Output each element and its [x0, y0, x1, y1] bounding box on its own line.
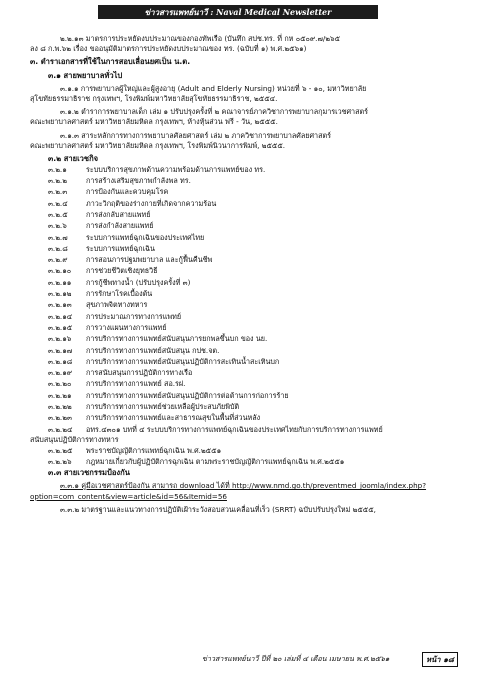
item-number: ๓.๒.๖	[48, 221, 67, 231]
item-number: ๓.๒.๑๘	[48, 356, 73, 366]
item-text: การสอนการปฐมพยาบาล และกู้ฟื้นคืนชีพ	[86, 255, 213, 265]
list-item	[30, 334, 462, 345]
list-item	[30, 209, 462, 220]
item-text: ระบบการแพทย์ฉุกเฉินของประเทศไทย	[86, 232, 205, 242]
list-item	[30, 164, 462, 175]
item-number: ๓.๒.๒๕	[48, 446, 73, 456]
list-item	[30, 457, 462, 468]
item-number: ๓.๒.๔	[48, 198, 68, 208]
item-number: ๓.๒.๑๔	[48, 311, 73, 321]
list-item	[30, 322, 462, 333]
list-item	[30, 277, 462, 288]
item-text: การสนับสนุนการปฏิบัติการทางเรือ	[86, 368, 193, 378]
item-number: ๓.๒.๑๙	[48, 368, 73, 378]
item-number: ๓.๒.๕	[48, 209, 68, 219]
item-continuation: สนับสนุนปฏิบัติการทางทหาร	[30, 435, 119, 445]
paragraph-2-2-13-line-1: ๒.๒.๑๓ มาตรการประหยัดงบประมาณของกองทัพเรือ (บันทึก สปช.ทร. ที่ กห ๐๕๐๙.๗/๒๖๕	[60, 34, 341, 43]
list-item	[30, 289, 462, 300]
download-link[interactable]: ๓.๓.๑ คู่มือเวชศาสตร์ป้องกัน สามารถ download ได้ที่ http://www.nmd.go.th/preventmed_joomla/index.php?	[60, 481, 427, 491]
item-text: การป้องกันและควบคุมโรค	[86, 187, 169, 197]
item-number: ๓.๒.๑๐	[48, 266, 72, 276]
section-3-heading: ๓. ตำราเอกสารที่ใช้ในการสอบเลื่อนยศเป็น น.ต.	[30, 57, 191, 67]
list-item	[30, 356, 462, 367]
item-number: ๓.๒.๑๖	[48, 334, 72, 344]
list-item	[30, 243, 462, 254]
item-text: การกู้ชีพทางน้ำ (ปรับปรุงครั้งที่ ๓)	[86, 277, 191, 287]
list-item	[30, 401, 462, 412]
item-number: ๓.๒.๑	[48, 164, 67, 174]
list-item	[30, 345, 462, 356]
list-item	[30, 176, 462, 187]
item-text: การรักษาโรคเบื้องต้น	[86, 289, 153, 299]
item-number: ๓.๒.๒	[48, 176, 67, 186]
item-text: การบริการทางการแพทย์และสาธารณสุขในพื้นที่ส่วนหลัง	[86, 413, 261, 423]
page-number: หน้า ๑๘	[422, 652, 458, 667]
item-number: ๓.๒.๑๒	[48, 289, 72, 299]
paragraph-3-3-2: ๓.๓.๒ มาตรฐานและแนวทางการปฏิบัติเฝ้าระวังสอบสวนเคลื่อนที่เร็ว (SRRT) ฉบับปรับปรุงใหม่ ๒๕๕๕,	[60, 504, 376, 514]
footer-issue-info: ข่าวสารแพทย์นาวี ปีที่ ๒๐ เล่มที่ ๔ เดือน เมษายน พ.ศ.๒๕๖๑	[202, 654, 390, 663]
paragraph-3-1-3-line-2: คณะพยาบาลศาสตร์ มหาวิทยาลัยมหิดล กรุงเทพฯ, โรงพิมพ์นิวนาการพิมพ์, ๒๕๕๕.	[30, 140, 286, 150]
item-text: อทร.๔๓๐๑ บทที่ ๔ ระบบบริการทางการแพทย์ฉุกเฉินของประเทศไทยกับการบริการทางการแพทย์	[86, 424, 383, 434]
paragraph-3-1-2-line-2: คณะพยาบาลศาสตร์ มหาวิทยาลัยมหิดล กรุงเทพฯ, ห้างหุ้นส่วน ฟรี - วัน, ๒๕๕๕.	[30, 117, 278, 127]
item-text: การสร้างเสริมสุขภาพกำลังพล ทร.	[86, 176, 191, 186]
item-text: การส่งกำลังสายแพทย์	[86, 221, 154, 231]
paragraph-3-1-3-line-1: ๓.๑.๓ สาระหลักการทางการพยาบาลศัลยศาสตร์ เล่ม ๒ ภาควิชาการพยาบาลศัลยศาสตร์	[60, 130, 331, 140]
item-number: ๓.๒.๑๕	[48, 322, 73, 332]
item-text: พระราชบัญญัติการแพทย์ฉุกเฉิน พ.ศ.๒๕๕๑	[86, 446, 222, 456]
item-number: ๓.๒.๒๑	[48, 390, 72, 400]
list-item	[30, 198, 462, 209]
list-item	[30, 255, 462, 266]
section-3-2-heading: ๓.๒ สายเวชกิจ	[48, 154, 99, 164]
item-text: การวางแผนทางการแพทย์	[86, 322, 167, 332]
paragraph-3-1-2-line-1: ๓.๑.๒ ตำราการพยาบาลเด็ก เล่ม ๑ ปรับปรุงครั้งที่ ๒ คณาจารย์ภาควิชาการพยาบาลกุมารเวชศาสตร์	[60, 107, 369, 117]
section-3-3-heading: ๓.๓ สายเวชกรรมป้องกัน	[48, 468, 130, 478]
item-number: ๓.๒.๒๓	[48, 413, 72, 423]
list-item	[30, 232, 462, 243]
paragraph-3-1-1-line-1: ๓.๑.๑ การพยาบาลผู้ใหญ่และผู้สูงอายุ (Adult and Elderly Nursing) หน่วยที่ ๖ - ๑๐, มหาวิทยาลัย	[60, 83, 367, 93]
item-number: ๓.๒.๑๑	[48, 277, 72, 287]
paragraph-3-1-1-line-2: สุโขทัยธรรมาธิราช กรุงเทพฯ, โรงพิมพ์มหาวิทยาลัยสุโขทัยธรรมาธิราช, ๒๕๕๔.	[30, 94, 278, 104]
item-text: การบริการทางการแพทย์สนับสนุนการยกพลขึ้นบก ของ นย.	[86, 334, 268, 344]
item-number: ๓.๒.๑๗	[48, 345, 73, 355]
list-item	[30, 266, 462, 277]
item-text: การบริการทางการแพทย์ช่วยเหลือผู้ประสบภัยพิบัติ	[86, 402, 240, 412]
paragraph-2-2-13-line-2: ลง ๘ ก.พ.๖๒ เรื่อง ขออนุมัติมาตรการประหยัดงบประมาณของ ทร. (ฉบับที่ ๑) พ.ศ.๒๕๖๑)	[30, 44, 307, 54]
list-item	[30, 300, 462, 311]
newsletter-header: ข่าวสารแพทย์นาวี : Naval Medical Newsletter	[98, 5, 378, 19]
list-item	[30, 390, 462, 401]
item-number: ๓.๒.๗	[48, 232, 68, 242]
item-text: การช่วยชีวิตเชิงยุทธวิธี	[86, 266, 158, 276]
item-number: ๓.๒.๒๒	[48, 402, 72, 412]
item-text: การบริการทางการแพทย์สนับสนุนปฏิบัติการต่อต้านการก่อการร้าย	[86, 390, 289, 400]
list-item	[30, 187, 462, 198]
item-text: การบริการทางการแพทย์สนับสนุน กปช.จต.	[86, 345, 220, 355]
list-item	[30, 311, 462, 322]
item-number: ๓.๒.๒๐	[48, 379, 72, 389]
item-number: ๓.๒.๙	[48, 255, 68, 265]
item-number: ๓.๒.๓	[48, 187, 68, 197]
item-text: การบริการทางการแพทย์ สอ.รฝ.	[86, 379, 186, 389]
list-item	[30, 446, 462, 457]
list-item	[30, 221, 462, 232]
list-item	[30, 379, 462, 390]
item-text: การประมาณการทางการแพทย์	[86, 311, 182, 321]
item-number: ๓.๒.๒๖	[48, 457, 72, 467]
item-number: ๓.๒.๒๔	[48, 424, 73, 434]
item-number: ๓.๒.๘	[48, 243, 68, 253]
section-3-2-list	[30, 164, 462, 468]
item-number: ๓.๒.๑๓	[48, 300, 72, 310]
item-text: กฎหมายเกี่ยวกับผู้ปฏิบัติการฉุกเฉิน ตามพระราชบัญญัติการแพทย์ฉุกเฉิน พ.ศ.๒๕๕๑	[86, 457, 345, 467]
item-text: การส่งกลับสายแพทย์	[86, 209, 151, 219]
item-text: การบริการทางการแพทย์สนับสนุนปฏิบัติการสะเทินน้ำสะเทินบก	[86, 356, 280, 366]
item-text: ระบบการแพทย์ฉุกเฉิน	[86, 243, 155, 253]
list-item	[30, 413, 462, 424]
list-item	[30, 424, 462, 435]
document-body	[30, 34, 462, 515]
item-text: สุขภาพจิตทางทหาร	[86, 300, 148, 310]
download-link-continued[interactable]: option=com_content&view=article&id=56&Itemid=56	[30, 491, 227, 501]
item-text: ภาวะวิกฤติของร่างกายที่เกิดจากความร้อน	[86, 198, 217, 208]
page-footer	[0, 650, 480, 668]
item-text: ระบบบริการสุขภาพด้านความพร้อมด้านการแพทย์ของ ทร.	[86, 164, 266, 174]
list-item	[30, 368, 462, 379]
section-3-1-heading: ๓.๑ สายพยาบาลทั่วไป	[48, 70, 123, 80]
